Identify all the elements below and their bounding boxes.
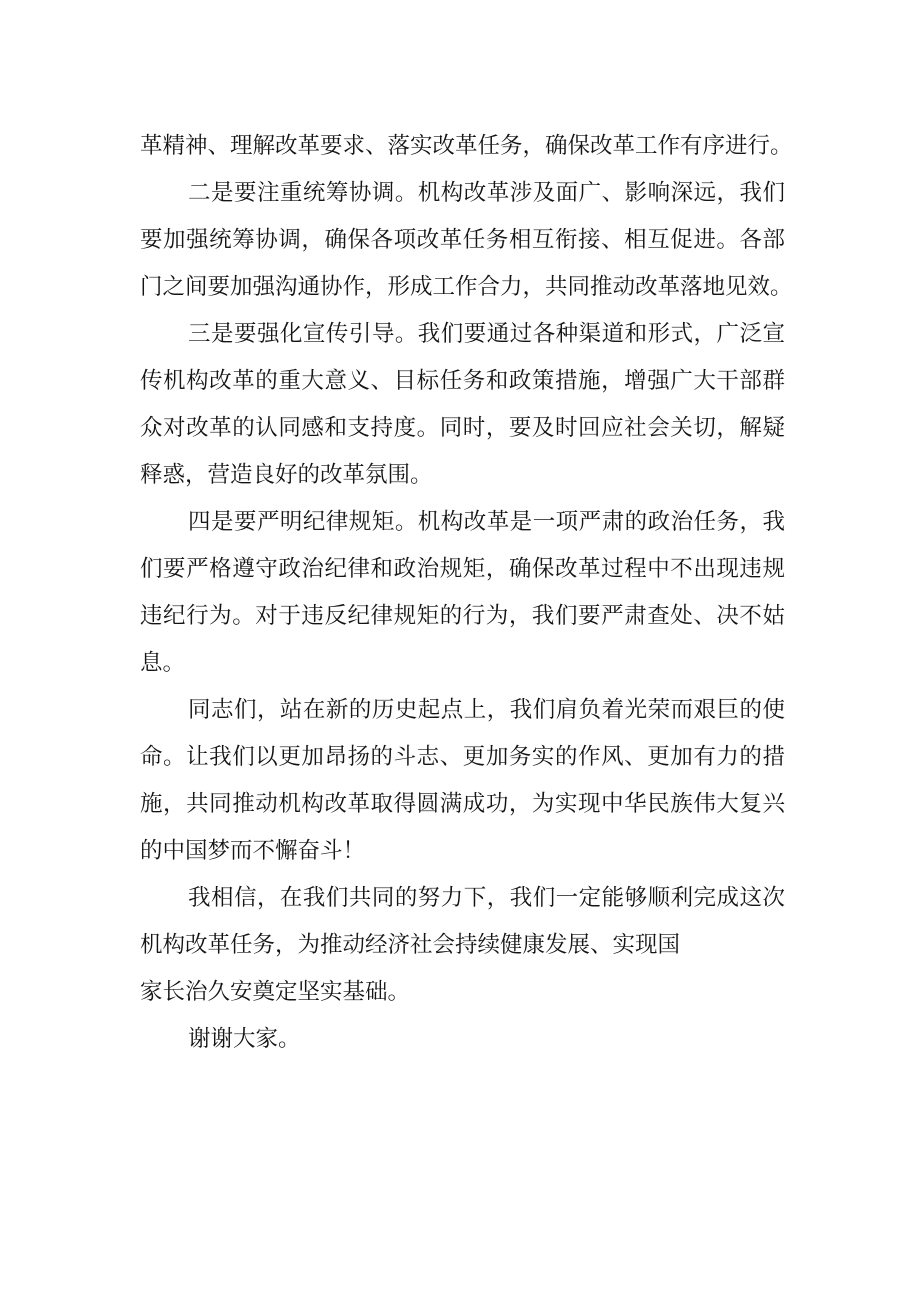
text-line: 四是要严明纪律规矩。机构改革是一项严肃的政治任务，我 [188, 509, 785, 535]
text-line: 家长治久安奠定坚实基础。 [140, 979, 411, 1005]
text-line: 们要严格遵守政治纪律和政治规矩，确保改革过程中不出现违规 [140, 556, 785, 582]
text-line: 门之间要加强沟通协作，形成工作合力，共同推动改革落地见效。 [140, 274, 793, 300]
text-line: 同志们，站在新的历史起点上，我们肩负着光荣而艰巨的使 [188, 697, 785, 723]
text-line: 谢谢大家。 [188, 1026, 301, 1052]
text-line: 施，共同推动机构改革取得圆满成功，为实现中华民族伟大复兴 [140, 791, 785, 817]
text-line: 命。让我们以更加昂扬的斗志、更加务实的作风、更加有力的措 [140, 744, 785, 770]
text-line: 违纪行为。对于违反纪律规矩的行为，我们要严肃查处、决不姑 [140, 603, 785, 629]
text-line: 机构改革任务，为推动经济社会持续健康发展、实现国 [140, 932, 681, 958]
text-line: 释惑，营造良好的改革氛围。 [140, 462, 433, 488]
text-line: 的中国梦而不懈奋斗！ [140, 838, 366, 864]
speech-body [140, 123, 793, 1063]
text-line: 三是要强化宣传引导。我们要通过各种渠道和形式，广泛宣 [188, 321, 785, 347]
text-line: 众对改革的认同感和支持度。同时，要及时回应社会关切，解疑 [140, 415, 785, 441]
text-line: 要加强统筹协调，确保各项改革任务相互衔接、相互促进。各部 [140, 227, 785, 253]
text-line: 二是要注重统筹协调。机构改革涉及面广、影响深远，我们 [188, 180, 785, 206]
text-line: 传机构改革的重大意义、目标任务和政策措施，增强广大干部群 [140, 368, 785, 394]
text-line: 息。 [140, 650, 186, 676]
text-line: 革精神、理解改革要求、落实改革任务，确保改革工作有序进行。 [140, 133, 793, 159]
text-line: 我相信，在我们共同的努力下，我们一定能够顺利完成这次 [188, 885, 785, 911]
